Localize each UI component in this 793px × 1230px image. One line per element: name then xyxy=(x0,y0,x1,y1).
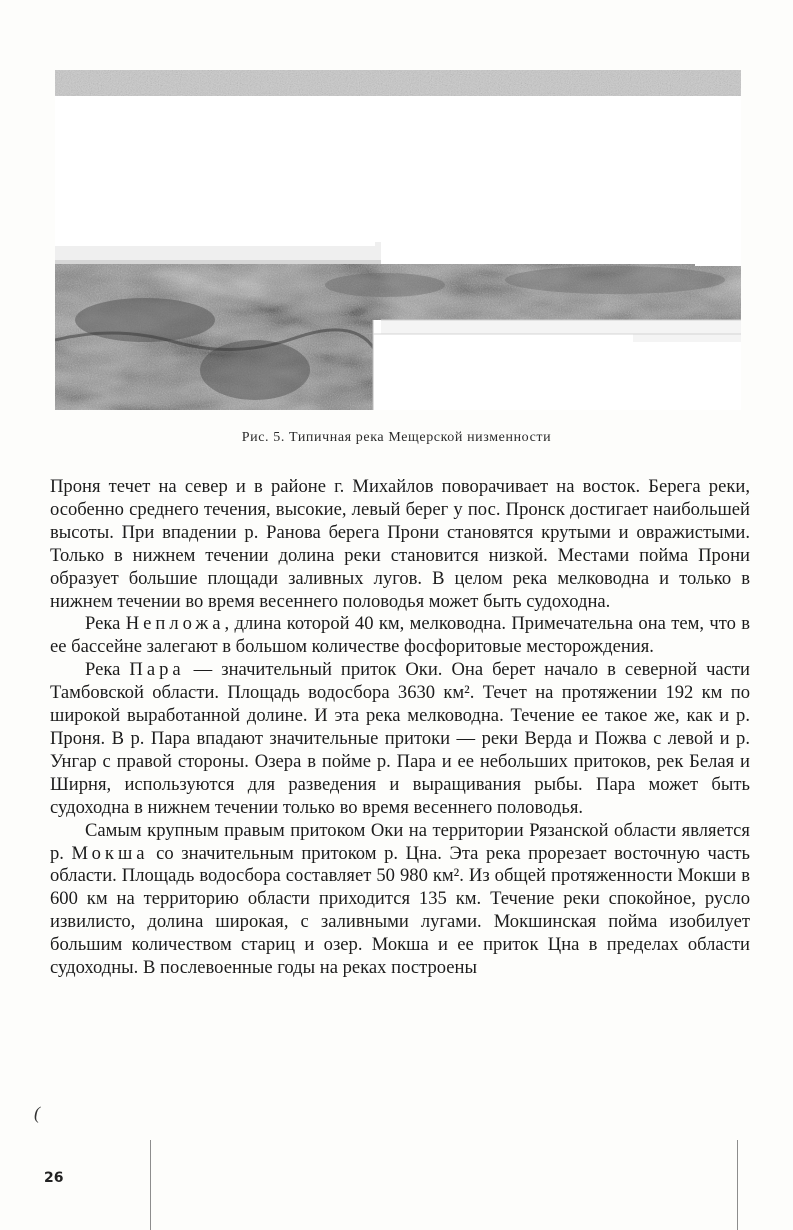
binding-line-right xyxy=(737,1140,738,1230)
page-number: 26 xyxy=(44,1170,64,1186)
river-name-neplozha: Непложа xyxy=(125,613,225,635)
river-name-moksha: Мокша xyxy=(71,842,149,864)
paragraph-3 xyxy=(50,659,750,819)
binding-line-left xyxy=(150,1140,151,1230)
paragraph-2-text-a: Река xyxy=(85,613,126,635)
paragraph-3-text-a: Река xyxy=(85,659,130,681)
paragraph-2 xyxy=(50,613,750,659)
margin-mark: ( xyxy=(34,1103,40,1123)
paragraph-4 xyxy=(50,820,750,980)
paragraph-1-text: Проня течет на север и в районе г. Михайлов поворачивает на восток. Берега реки, особенно среднего течения, высокие, левый берег у пос. Пронск достигает наибольшей высоты. При впадении р. Ранова берега Прони становятся крутыми и овражистыми. Только в нижнем течении долина реки становится низкой. Местами пойма Прони образует большие площади заливных лугов. В целом река мелководна и только в нижнем течении во время весеннего половодья может быть судоходна. xyxy=(50,476,750,612)
paragraph-4-text-a: Самым крупным правым притоком Оки на территории Рязанской области является р. xyxy=(50,819,750,864)
figure-photo xyxy=(55,70,741,410)
paragraph-1 xyxy=(50,476,750,613)
paragraph-4-text-b: со значительным притоком р. Цна. Эта река прорезает восточную часть области. Площадь водосбора составляет 50 980 км². Из общей протяженности Мокши в 600 км на территорию области приходится 135 км. Течение реки спокойное, русло извилисто, долина широкая, с заливными лугами. Мокшинская пойма изобилует большим количеством стариц и озер. Мокша и ее приток Цна в пределах области судоходны. В послевоенные годы на реках построены xyxy=(50,842,750,979)
river-name-para: Пара xyxy=(129,659,185,681)
paragraph-3-text-b: — значительный приток Оки. Она берет начало в северной части Тамбовской области. Площадь водосбора 3630 км². Течет на протяжении 192 км по широкой выработанной долине. И эта река мелководна. Течение ее такое же, как и р. Проня. В р. Пара впадают значительные притоки — реки Верда и Пожва с левой и р. Унгар с правой стороны. Озера в пойме р. Пара и ее небольших притоков, рек Белая и Ширня, используются для разведения и выращивания рыбы. Пара может быть судоходна в нижнем течении только во время весеннего половодья. xyxy=(50,659,750,818)
paragraph-2-text-b: , длина которой 40 км, мелководна. Примечательна она тем, что в ее бассейне залегают в большом количестве фосфоритовые месторождения. xyxy=(50,613,750,658)
body-text xyxy=(50,476,750,980)
figure-caption: Рис. 5. Типичная река Мещерской низменности xyxy=(241,430,552,445)
